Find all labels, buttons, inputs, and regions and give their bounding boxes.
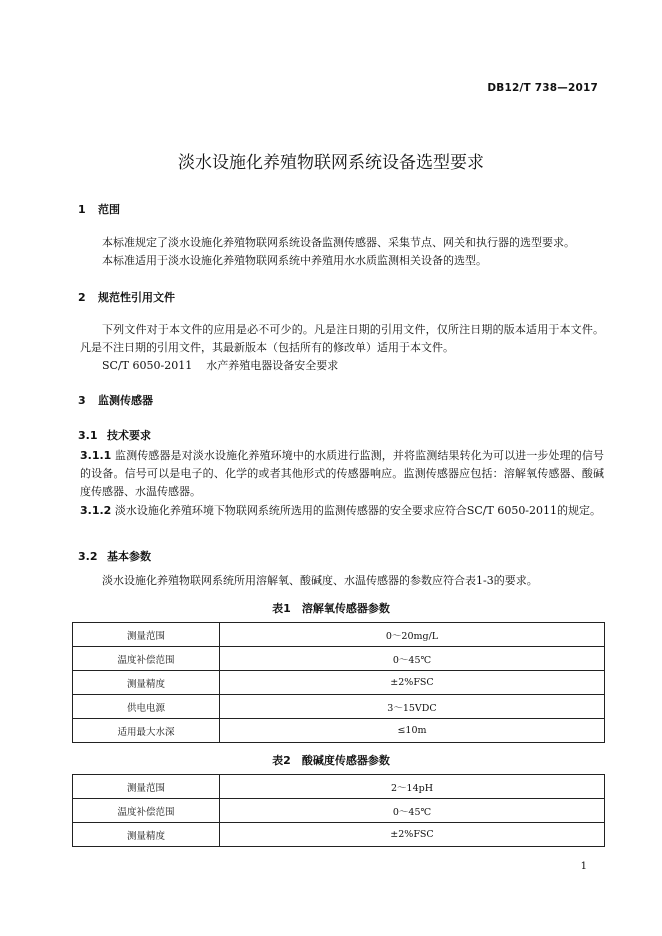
subsection-3-2-heading xyxy=(78,548,151,564)
dissolved-oxygen-sensor-table xyxy=(72,622,605,743)
reference-title: 水产养殖电器设备安全要求 xyxy=(206,359,339,372)
section-title: 范围 xyxy=(98,203,120,216)
parameter-name: 供电电源 xyxy=(73,695,220,719)
document-id: DB12/T 738—2017 xyxy=(487,82,598,94)
normative-references-paragraph: 下列文件对于本文件的应用是必不可少的。凡是注日期的引用文件，仅所注日期的版本适用于本文件。凡是不注日期的引用文件，其最新版本（包括所有的修改单）适用于本文件。 xyxy=(80,323,604,354)
clause-3-1-1 xyxy=(80,447,604,501)
reference-code: SC/T 6050-2011 xyxy=(102,359,193,372)
parameter-value: ≤10m xyxy=(220,719,605,743)
table-row xyxy=(73,799,605,823)
section-number: 2 xyxy=(78,291,86,304)
ph-sensor-table xyxy=(72,774,605,847)
parameter-value: ±2%FSC xyxy=(220,671,605,695)
section-title: 监测传感器 xyxy=(98,394,153,407)
parameter-name: 温度补偿范围 xyxy=(73,799,220,823)
clause-number: 3.1.1 xyxy=(80,449,112,462)
table-row xyxy=(73,719,605,743)
parameter-value: 3～15VDC xyxy=(220,695,605,719)
parameter-name: 测量精度 xyxy=(73,671,220,695)
table-row xyxy=(73,647,605,671)
clause-3-1-2 xyxy=(80,502,604,520)
subsection-number: 3.1 xyxy=(78,429,98,442)
subsection-title: 技术要求 xyxy=(107,429,151,442)
clause-text: 监测传感器是对淡水设施化养殖环境中的水质进行监测，并将监测结果转化为可以进一步处理的信号的设备。信号可以是电子的、化学的或者其他形式的传感器响应。监测传感器应包括：溶解氧传感器、酸碱度传感器、水温传感器。 xyxy=(80,449,605,498)
subsection-3-1-heading xyxy=(78,427,151,443)
basic-parameters-paragraph: 淡水设施化养殖物联网系统所用溶解氧、酸碱度、水温传感器的参数应符合表1-3的要求。 xyxy=(102,574,538,587)
section-3-heading xyxy=(78,392,153,408)
section-title: 规范性引用文件 xyxy=(98,291,175,304)
clause-text: 淡水设施化养殖环境下物联网系统所选用的监测传感器的安全要求应符合SC/T 6050-2011的规定。 xyxy=(114,504,602,517)
parameter-name: 测量范围 xyxy=(73,775,220,799)
table-row xyxy=(73,695,605,719)
scope-paragraph-1: 本标准规定了淡水设施化养殖物联网系统设备监测传感器、采集节点、网关和执行器的选型要求。 xyxy=(102,236,575,249)
table-row xyxy=(73,775,605,799)
section-number: 3 xyxy=(78,394,86,407)
parameter-name: 适用最大水深 xyxy=(73,719,220,743)
parameter-name: 测量范围 xyxy=(73,623,220,647)
document-title: 淡水设施化养殖物联网系统设备选型要求 xyxy=(178,153,484,173)
parameter-value: 0～20mg/L xyxy=(220,623,605,647)
page-number: 1 xyxy=(580,861,587,872)
parameter-value: ±2%FSC xyxy=(220,823,605,847)
section-number: 1 xyxy=(78,203,86,216)
parameter-value: 0～45℃ xyxy=(220,799,605,823)
parameter-value: 0～45℃ xyxy=(220,647,605,671)
reference-entry xyxy=(102,357,338,373)
subsection-number: 3.2 xyxy=(78,550,98,563)
scope-paragraph-2: 本标准适用于淡水设施化养殖物联网系统中养殖用水水质监测相关设备的选型。 xyxy=(102,254,487,267)
subsection-title: 基本参数 xyxy=(107,550,151,563)
parameter-name: 温度补偿范围 xyxy=(73,647,220,671)
table-2-caption: 表2 酸碱度传感器参数 xyxy=(272,754,390,767)
table-row xyxy=(73,623,605,647)
parameter-name: 测量精度 xyxy=(73,823,220,847)
table-row xyxy=(73,671,605,695)
table-1-caption: 表1 溶解氧传感器参数 xyxy=(272,602,390,615)
parameter-value: 2～14pH xyxy=(220,775,605,799)
section-2-heading xyxy=(78,289,175,305)
clause-number: 3.1.2 xyxy=(80,504,112,517)
table-row xyxy=(73,823,605,847)
section-1-heading xyxy=(78,201,120,217)
